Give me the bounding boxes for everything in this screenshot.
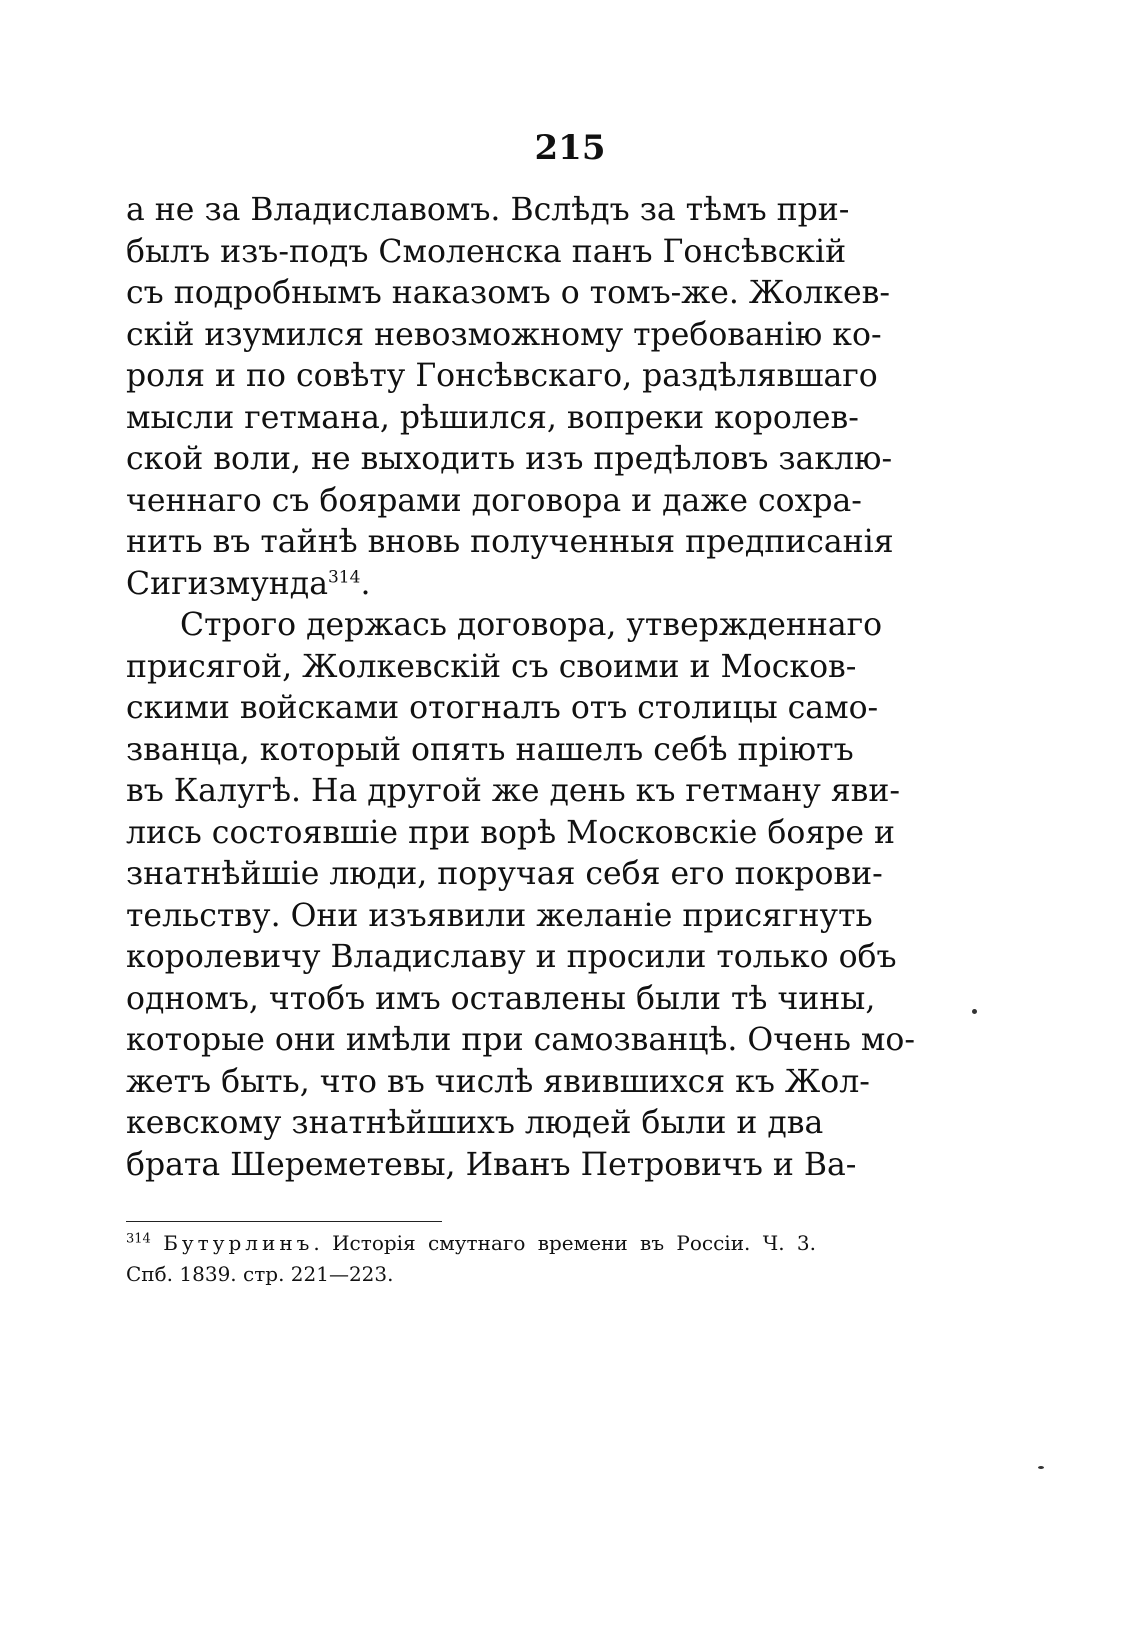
text-line: былъ изъ-подъ Смоленска панъ Гонсѣвскій (126, 233, 847, 270)
scan-speck (1038, 1466, 1044, 1469)
text-line: брата Шереметевы, Иванъ Петровичъ и Ва- (126, 1146, 857, 1183)
scan-speck (972, 1009, 977, 1014)
footnote-line: Спб. 1839. стр. 221—223. (126, 1262, 394, 1286)
text-line: съ подробнымъ наказомъ о томъ-же. Жолкев- (126, 275, 890, 311)
footnote-reference[interactable]: 314 (327, 567, 361, 587)
text-line: скими войсками отогналъ отъ столицы само- (126, 690, 879, 726)
footnote-line (126, 1228, 816, 1259)
text-line: скій изумился невозможному требованію ко- (126, 316, 882, 353)
footnote-marker: 314 (126, 1231, 151, 1247)
text-line: званца, который опять нашелъ себѣ пріютъ (126, 731, 854, 768)
text-line: кевскому знатнѣйшихъ людей были и два (126, 1105, 824, 1141)
text-line: лись состоявшіе при ворѣ Московскіе бояре и (126, 814, 896, 851)
text-line: знатнѣйшіе люди, поручая себя его покрови- (126, 856, 883, 892)
footnote-title: . Исторія смутнаго времени въ Россіи. Ч. 3. (313, 1231, 816, 1255)
text-line: ченнаго съ боярами договора и даже сохра- (126, 482, 862, 519)
text-line (126, 564, 816, 606)
body-text (126, 190, 915, 1186)
text-line: а не за Владиславомъ. Вслѣдъ за тѣмъ при- (126, 192, 850, 228)
text-line: Строго держась договора, утвержденнаго (180, 607, 883, 643)
text-line: которые они имѣли при самозванцѣ. Очень мо- (126, 1022, 915, 1058)
paragraph-end-text: Сигизмунда (126, 565, 328, 602)
text-line: тельству. Они изъявили желаніе присягнуть (126, 897, 873, 934)
sentence-period: . (360, 565, 371, 602)
text-line: мысли гетмана, рѣшился, вопреки королев- (126, 399, 859, 436)
text-line: одномъ, чтобъ имъ оставлены были тѣ чины, (126, 980, 876, 1017)
text-line: королевичу Владиславу и просили только объ (126, 939, 897, 975)
footnote-separator (126, 1221, 442, 1222)
text-line: жетъ быть, что въ числѣ явившихся къ Жол- (126, 1063, 870, 1100)
text-line: въ Калугѣ. На другой же день къ гетману яви- (126, 773, 901, 809)
text-line: ской воли, не выходить изъ предѣловъ заклю- (126, 441, 893, 477)
footnote-author: Бутурлинъ (163, 1231, 314, 1255)
footnotes (126, 1228, 816, 1290)
text-line: роля и по совѣту Гонсѣвскаго, раздѣлявшаго (126, 358, 878, 394)
text-line: присягой, Жолкевскій съ своими и Москов- (126, 648, 857, 685)
page-number: 215 (534, 128, 606, 168)
text-line: нить въ тайнѣ вновь полученныя предписанія (126, 524, 894, 560)
